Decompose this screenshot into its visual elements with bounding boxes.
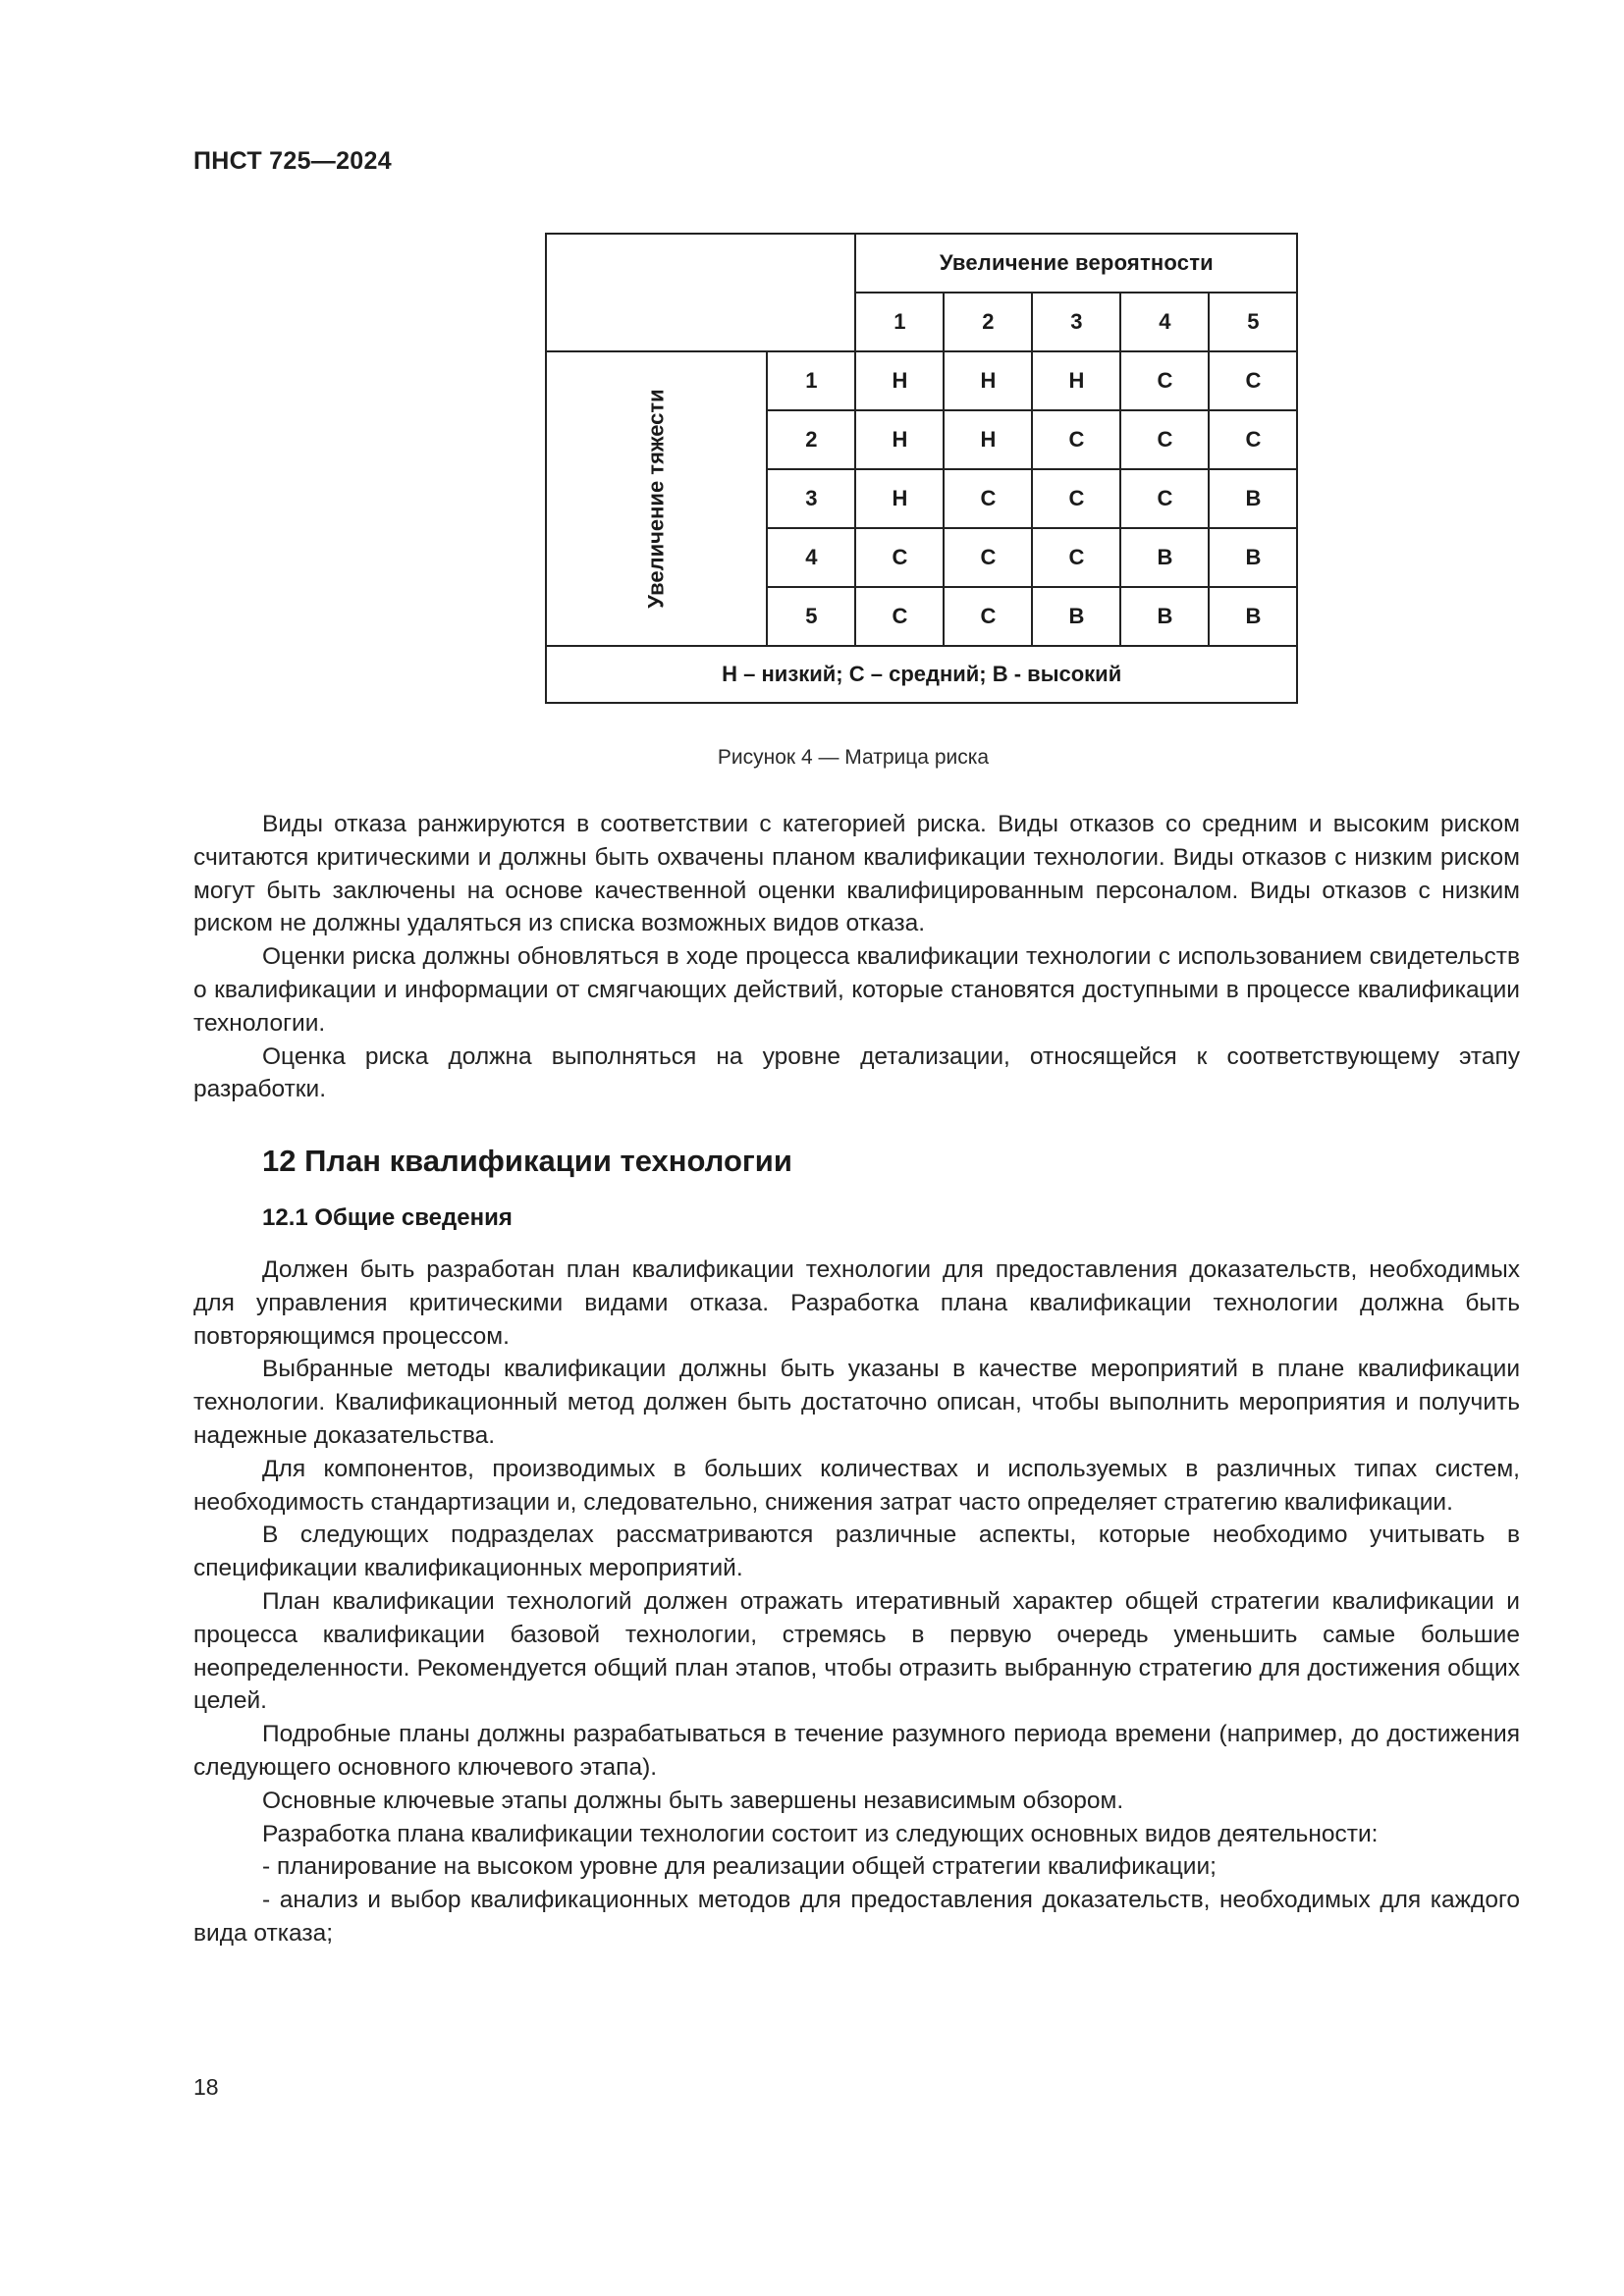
severity-level: 1 — [767, 351, 855, 410]
matrix-corner-cell — [546, 234, 855, 351]
paragraph: Разработка плана квалификации технологии состоит из следующих основных видов деятельности: — [262, 1820, 1379, 1847]
figure-caption: Рисунок 4 — Матрица риска — [717, 746, 990, 769]
risk-cell: С — [1209, 410, 1297, 469]
section-heading: 12 План квалификации технологии — [262, 1144, 792, 1178]
probability-level: 1 — [855, 293, 944, 351]
risk-cell: С — [944, 469, 1032, 528]
risk-cell: С — [1120, 351, 1209, 410]
paragraph: Выбранные методы квалификации должны быть указаны в качестве мероприятий в плане квалификации технологии. Квалификационный метод должен быть достаточно описан, чтобы выполнить мероприятия и получить надежные доказательства. — [193, 1356, 1520, 1449]
section-body — [193, 1254, 1520, 1950]
paragraph: Оценки риска должны обновляться в ходе процесса квалификации технологии с использованием свидетельств о квалификации и информации от смягчающих действий, которые становятся доступными в процессе квалификации технологии. — [193, 943, 1520, 1037]
risk-cell: С — [1032, 410, 1120, 469]
paragraph: Подробные планы должны разрабатываться в течение разумного периода времени (например, до достижения следующего основного ключевого этапа). — [193, 1721, 1520, 1781]
risk-cell: В — [1209, 528, 1297, 587]
paragraphs-before-section — [193, 808, 1520, 1106]
probability-header: Увеличение вероятности — [855, 234, 1297, 293]
paragraph: Оценка риска должна выполняться на уровне детализации, относящейся к соответствующему этапу разработки. — [193, 1042, 1520, 1103]
severity-level: 3 — [767, 469, 855, 528]
list-item: - планирование на высоком уровне для реализации общей стратегии квалификации; — [262, 1853, 1217, 1881]
paragraph: Виды отказа ранжируются в соответствии с категорией риска. Виды отказов со средним и высоким риском считаются критическими и должны быть охвачены планом квалификации технологии. Виды отказов с низким риском могут быть заключены на основе качественной оценки квалифицированным персоналом. Виды отказов с низким риском не должны удаляться из списка возможных видов отказа. — [193, 811, 1520, 937]
risk-cell: Н — [855, 469, 944, 528]
risk-cell: С — [1032, 469, 1120, 528]
risk-cell: В — [1032, 587, 1120, 646]
paragraph: Должен быть разработан план квалификации технологии для предоставления доказательств, необходимых для управления критическими видами отказа. Разработка плана квалификации технологии должна быть повторяющимся процессом. — [193, 1256, 1520, 1350]
risk-cell: С — [1120, 410, 1209, 469]
matrix-row — [546, 351, 1297, 410]
risk-matrix-table — [545, 233, 1298, 704]
risk-cell: Н — [855, 410, 944, 469]
document-code: ПНСТ 725—2024 — [193, 147, 392, 175]
risk-cell: С — [855, 528, 944, 587]
risk-cell: В — [1120, 587, 1209, 646]
risk-cell: Н — [944, 351, 1032, 410]
subsection-heading: 12.1 Общие сведения — [262, 1204, 513, 1231]
probability-level: 4 — [1120, 293, 1209, 351]
severity-level: 5 — [767, 587, 855, 646]
risk-cell: С — [1032, 528, 1120, 587]
severity-level: 2 — [767, 410, 855, 469]
probability-level: 2 — [944, 293, 1032, 351]
page-number: 18 — [193, 2074, 219, 2100]
risk-cell: С — [1120, 469, 1209, 528]
risk-cell: В — [1120, 528, 1209, 587]
risk-cell: С — [855, 587, 944, 646]
risk-cell: В — [1209, 469, 1297, 528]
risk-cell: Н — [1032, 351, 1120, 410]
severity-level: 4 — [767, 528, 855, 587]
severity-header-text: Увеличение тяжести — [643, 389, 669, 609]
severity-header — [546, 351, 767, 646]
risk-cell: Н — [944, 410, 1032, 469]
paragraph: В следующих подразделах рассматриваются различные аспекты, которые необходимо учитывать в спецификации квалификационных мероприятий. — [193, 1522, 1520, 1582]
risk-cell: С — [944, 587, 1032, 646]
paragraph: Основные ключевые этапы должны быть завершены независимым обзором. — [262, 1787, 1124, 1814]
risk-cell: С — [944, 528, 1032, 587]
risk-cell: В — [1209, 587, 1297, 646]
probability-level: 3 — [1032, 293, 1120, 351]
risk-cell: С — [1209, 351, 1297, 410]
risk-cell: Н — [855, 351, 944, 410]
paragraph: Для компонентов, производимых в больших количествах и используемых в различных типах систем, необходимость стандартизации и, следовательно, снижения затрат часто определяет стратегию квалификации. — [193, 1455, 1520, 1516]
matrix-legend: Н – низкий; С – средний; В - высокий — [546, 646, 1297, 703]
probability-level: 5 — [1209, 293, 1297, 351]
list-item: - анализ и выбор квалификационных методов для предоставления доказательств, необходимых для каждого вида отказа; — [193, 1887, 1520, 1947]
paragraph: План квалификации технологий должен отражать итеративный характер общей стратегии квалификации и процесса квалификации базовой технологии, стремясь в первую очередь уменьшить самые большие неопределенности. Рекомендуется общий план этапов, чтобы отразить выбранную стратегию для достижения общих целей. — [193, 1587, 1520, 1715]
